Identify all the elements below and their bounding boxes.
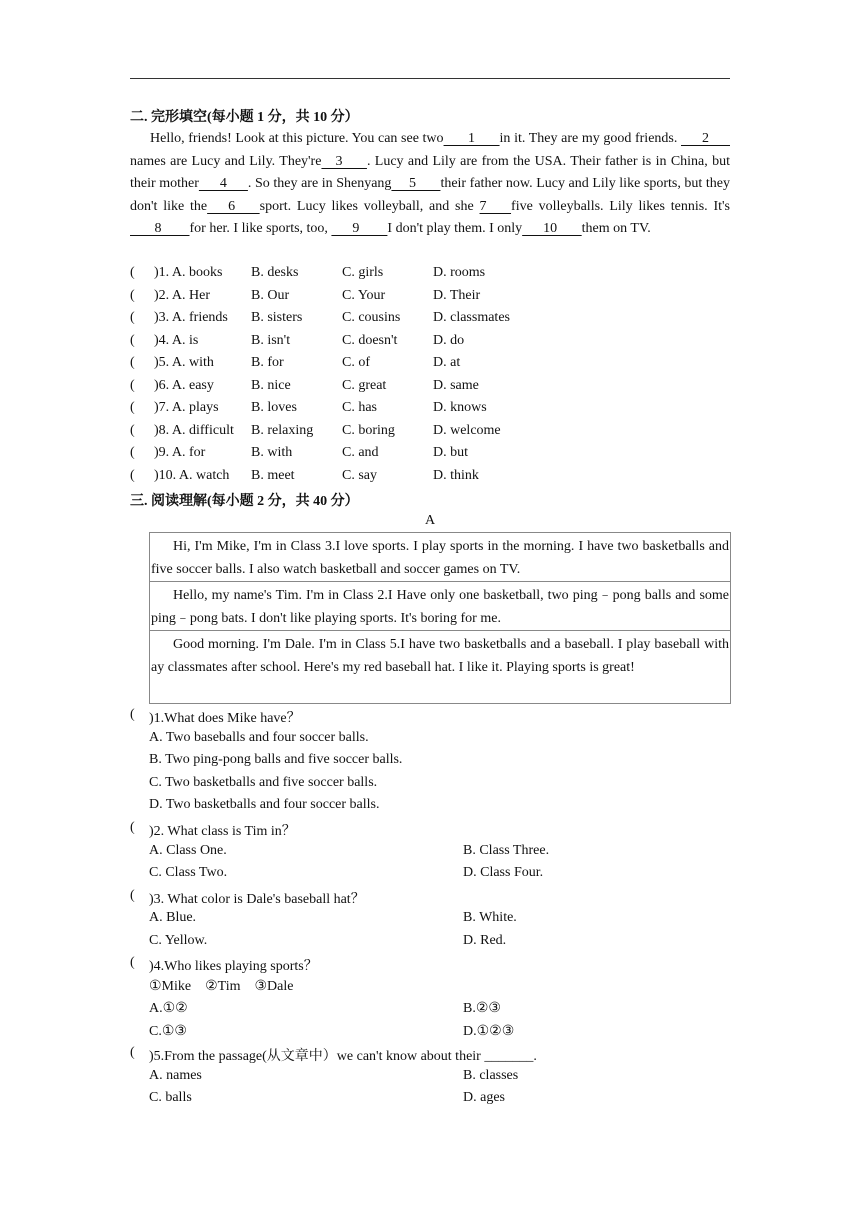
cloze-question-5: ( )5. A. with B. for C. of D. at (130, 355, 461, 370)
q5-option-c[interactable]: C. balls (149, 1090, 192, 1105)
q4-option-b[interactable]: B.②③ (463, 1001, 501, 1016)
blank-2[interactable]: 2 (681, 131, 730, 146)
option-d[interactable]: D. at (433, 355, 461, 370)
option-d[interactable]: D. classmates (433, 310, 510, 325)
passage-tim: Hello, my name's Tim. I'm in Class 2.I Have only one basketball, two ping﹣pong balls and some ping﹣pong bats. I don't like playing sports. It's boring for me. (149, 581, 731, 631)
q4-items: ①Mike ②Tim ③Dale (149, 979, 294, 994)
option-b[interactable]: B. isn't (251, 332, 291, 348)
option-d[interactable]: D. think (433, 467, 479, 483)
cloze-question-6: ( )6. A. easy B. nice C. great D. same (130, 377, 479, 393)
q4-option-d[interactable]: D.①②③ (463, 1024, 515, 1039)
option-b[interactable]: B. nice (251, 377, 291, 393)
option-c[interactable]: C. girls (342, 265, 384, 280)
q5-option-d[interactable]: D. ages (463, 1090, 505, 1105)
q2-option-b[interactable]: B. Class Three. (463, 843, 550, 858)
q4-option-c[interactable]: C.①③ (149, 1024, 187, 1039)
option-a[interactable]: )7. A. plays (140, 400, 219, 415)
q5-option-b[interactable]: B. classes (463, 1068, 519, 1083)
blank-10[interactable]: 10 (522, 221, 582, 236)
blank-3[interactable]: 3 (321, 153, 367, 169)
cloze-question-2: ( )2. A. Her B. Our C. Your D. Their (130, 287, 481, 303)
q3-option-a[interactable]: A. Blue. (149, 910, 197, 925)
option-c[interactable]: C. say (342, 467, 377, 483)
q3-option-d[interactable]: D. Red. (463, 933, 507, 948)
option-a[interactable]: )4. A. is (140, 332, 199, 348)
cloze-question-8: ( )8. A. difficult B. relaxing C. boring D. welcome (130, 422, 501, 438)
option-b[interactable]: B. for (251, 355, 284, 370)
cloze-passage: Hello, friends! Look at this picture. You can see two 1 in it. They are my good friends. 2 names are Lucy and Lily. They're 3 . Lucy and Lily are from the USA. Their father is in China, but their mother 4 . So they are in Shenyang 5 their father now. Lucy and Lily like sports, but they don't like the 6 sport. Lucy likes volleyball, and she 7 five volleyballs. Lily likes tennis. It's 8 for her. I like sports, too, 9 I don't play them. I only 10 them on TV. (130, 128, 730, 241)
option-a[interactable]: )8. A. difficult (140, 422, 234, 438)
option-c[interactable]: C. boring (342, 422, 395, 438)
passage-dale: Good morning. I'm Dale. I'm in Class 5.I have two basketballs and a baseball. I play baseball with ay classmates after school. Here's my red baseball hat. I like it. Playing sports is great! (149, 630, 731, 704)
option-c[interactable]: C. has (342, 400, 377, 415)
header-rule (130, 78, 730, 79)
option-d[interactable]: D. Their (433, 287, 481, 303)
blank-9[interactable]: 9 (331, 221, 388, 236)
option-d[interactable]: D. but (433, 445, 468, 460)
blank-4[interactable]: 4 (198, 176, 248, 191)
q1-option-a[interactable]: A. Two baseballs and four soccer balls. (149, 730, 369, 745)
section-3-title: 三. 阅读理解(每小题 2 分，共 40 分） (130, 494, 359, 509)
option-b[interactable]: B. loves (251, 400, 297, 415)
q2-option-a[interactable]: A. Class One. (149, 843, 227, 858)
cloze-question-9: ( )9. A. for B. with C. and D. but (130, 445, 468, 460)
option-c[interactable]: C. and (342, 445, 379, 460)
option-c[interactable]: C. cousins (342, 310, 401, 325)
blank-1[interactable]: 1 (443, 131, 500, 146)
option-a[interactable]: )9. A. for (140, 445, 206, 460)
cloze-question-10: ( )10. A. watch B. meet C. say D. think (130, 467, 479, 483)
option-d[interactable]: D. welcome (433, 422, 501, 438)
q1-option-c[interactable]: C. Two basketballs and five soccer balls. (149, 775, 378, 790)
option-a[interactable]: )2. A. Her (140, 287, 210, 303)
option-b[interactable]: B. Our (251, 287, 290, 303)
option-a[interactable]: )5. A. with (140, 355, 214, 370)
q5-option-a[interactable]: A. names (149, 1068, 202, 1083)
section-2-title: 二. 完形填空(每小题 1 分，共 10 分） (130, 110, 359, 125)
option-b[interactable]: B. relaxing (251, 422, 314, 438)
blank-7[interactable]: 7 (479, 198, 512, 214)
cloze-question-7: ( )7. A. plays B. loves C. has D. knows (130, 400, 487, 415)
passage-mike: Hi, I'm Mike, I'm in Class 3.I love sports. I play sports in the morning. I have two basketballs and five soccer balls. I also watch basketball and soccer games on TV. (149, 532, 731, 582)
option-c[interactable]: C. Your (342, 287, 386, 303)
option-d[interactable]: D. same (433, 377, 479, 393)
cloze-question-3: ( )3. A. friends B. sisters C. cousins D. classmates (130, 310, 510, 325)
option-b[interactable]: B. desks (251, 265, 299, 280)
q4-option-a[interactable]: A.①② (149, 1001, 188, 1016)
option-d[interactable]: D. rooms (433, 265, 486, 280)
option-a[interactable]: )3. A. friends (140, 310, 228, 325)
q1-option-b[interactable]: B. Two ping-pong balls and five soccer balls. (149, 752, 403, 767)
option-c[interactable]: C. doesn't (342, 332, 398, 348)
blank-5[interactable]: 5 (391, 176, 441, 191)
blank-6[interactable]: 6 (207, 198, 260, 214)
q2-option-c[interactable]: C. Class Two. (149, 865, 228, 880)
q2-option-d[interactable]: D. Class Four. (463, 865, 544, 880)
option-c[interactable]: C. of (342, 355, 370, 370)
option-a[interactable]: )10. A. watch (140, 467, 230, 483)
option-b[interactable]: B. with (251, 445, 293, 460)
q1-option-d[interactable]: D. Two basketballs and four soccer balls. (149, 797, 380, 812)
blank-8[interactable]: 8 (130, 221, 190, 236)
q3-option-b[interactable]: B. White. (463, 910, 517, 925)
option-b[interactable]: B. meet (251, 467, 295, 483)
option-c[interactable]: C. great (342, 377, 387, 393)
option-d[interactable]: D. knows (433, 400, 487, 415)
option-b[interactable]: B. sisters (251, 310, 303, 325)
option-d[interactable]: D. do (433, 332, 465, 348)
option-a[interactable]: )6. A. easy (140, 377, 214, 393)
option-a[interactable]: )1. A. books (140, 265, 223, 280)
passage-label: A (424, 513, 436, 528)
q3-option-c[interactable]: C. Yellow. (149, 933, 208, 948)
cloze-question-4: ( )4. A. is B. isn't C. doesn't D. do (130, 332, 465, 348)
cloze-question-1: ( )1. A. books B. desks C. girls D. rooms (130, 265, 486, 280)
